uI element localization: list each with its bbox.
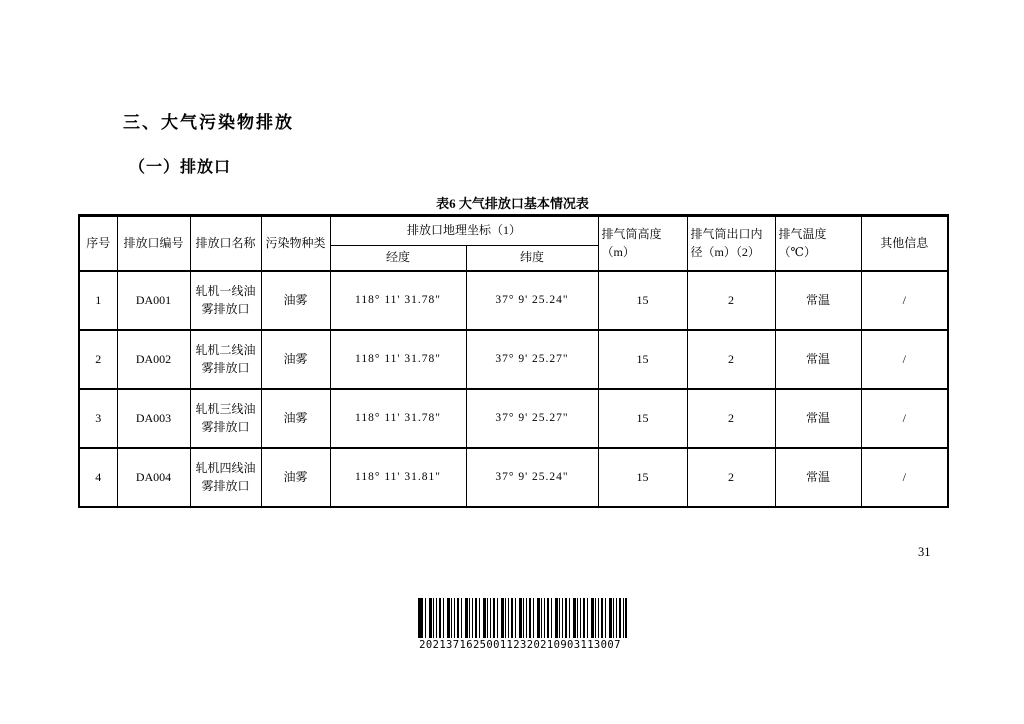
cell-stack-outlet-diameter: 2	[687, 330, 775, 389]
cell-exhaust-temp: 常温	[775, 389, 861, 448]
cell-other-info: /	[861, 271, 948, 330]
cell-stack-height: 15	[598, 330, 687, 389]
barcode	[418, 598, 622, 651]
col-header-outlet-id: 排放口编号	[117, 216, 190, 272]
cell-seq: 2	[79, 330, 117, 389]
header-row-top	[79, 216, 948, 246]
section-title: 三、大气污染物排放	[123, 113, 294, 132]
cell-outlet-id: DA003	[117, 389, 190, 448]
col-header-stack-outlet-diameter: 排气筒出口内径（m）（2）	[687, 216, 775, 272]
cell-outlet-name: 轧机三线油雾排放口	[190, 389, 261, 448]
col-header-other-info: 其他信息	[861, 216, 948, 272]
cell-latitude: 37° 9' 25.24"	[466, 448, 598, 507]
cell-pollutant-type: 油雾	[261, 330, 330, 389]
cell-exhaust-temp: 常温	[775, 330, 861, 389]
cell-seq: 3	[79, 389, 117, 448]
cell-stack-height: 15	[598, 389, 687, 448]
cell-pollutant-type: 油雾	[261, 271, 330, 330]
table-row	[79, 271, 948, 330]
col-header-pollutant-type: 污染物种类	[261, 216, 330, 272]
table-row	[79, 330, 948, 389]
barcode-bars-image	[418, 598, 627, 638]
cell-stack-outlet-diameter: 2	[687, 271, 775, 330]
cell-other-info: /	[861, 330, 948, 389]
cell-longitude: 118° 11' 31.78"	[330, 389, 466, 448]
cell-seq: 1	[79, 271, 117, 330]
cell-latitude: 37° 9' 25.27"	[466, 389, 598, 448]
cell-latitude: 37° 9' 25.24"	[466, 271, 598, 330]
cell-seq: 4	[79, 448, 117, 507]
table-row	[79, 389, 948, 448]
subsection-title: （一）排放口	[129, 159, 232, 176]
col-header-seq: 序号	[79, 216, 117, 272]
table-row	[79, 448, 948, 507]
cell-exhaust-temp: 常温	[775, 448, 861, 507]
cell-longitude: 118° 11' 31.78"	[330, 330, 466, 389]
cell-outlet-name: 轧机一线油雾排放口	[190, 271, 261, 330]
cell-outlet-name: 轧机二线油雾排放口	[190, 330, 261, 389]
cell-pollutant-type: 油雾	[261, 448, 330, 507]
cell-outlet-id: DA004	[117, 448, 190, 507]
cell-stack-outlet-diameter: 2	[687, 448, 775, 507]
col-header-latitude: 纬度	[466, 246, 598, 272]
col-header-geo-coord: 排放口地理坐标（1）	[330, 216, 598, 246]
cell-stack-height: 15	[598, 448, 687, 507]
col-header-stack-height: 排气筒高度（m）	[598, 216, 687, 272]
cell-latitude: 37° 9' 25.27"	[466, 330, 598, 389]
cell-exhaust-temp: 常温	[775, 271, 861, 330]
cell-other-info: /	[861, 389, 948, 448]
barcode-digits: 202137162500112320210903113007	[419, 639, 621, 651]
cell-other-info: /	[861, 448, 948, 507]
table-caption: 表6 大气排放口基本情况表	[436, 196, 589, 211]
outlet-info-table	[78, 214, 949, 508]
col-header-longitude: 经度	[330, 246, 466, 272]
page-number: 31	[918, 545, 931, 559]
cell-outlet-id: DA001	[117, 271, 190, 330]
cell-longitude: 118° 11' 31.81"	[330, 448, 466, 507]
cell-pollutant-type: 油雾	[261, 389, 330, 448]
cell-stack-height: 15	[598, 271, 687, 330]
col-header-outlet-name: 排放口名称	[190, 216, 261, 272]
cell-outlet-id: DA002	[117, 330, 190, 389]
cell-stack-outlet-diameter: 2	[687, 389, 775, 448]
cell-longitude: 118° 11' 31.78"	[330, 271, 466, 330]
cell-outlet-name: 轧机四线油雾排放口	[190, 448, 261, 507]
col-header-exhaust-temp: 排气温度（℃）	[775, 216, 861, 272]
